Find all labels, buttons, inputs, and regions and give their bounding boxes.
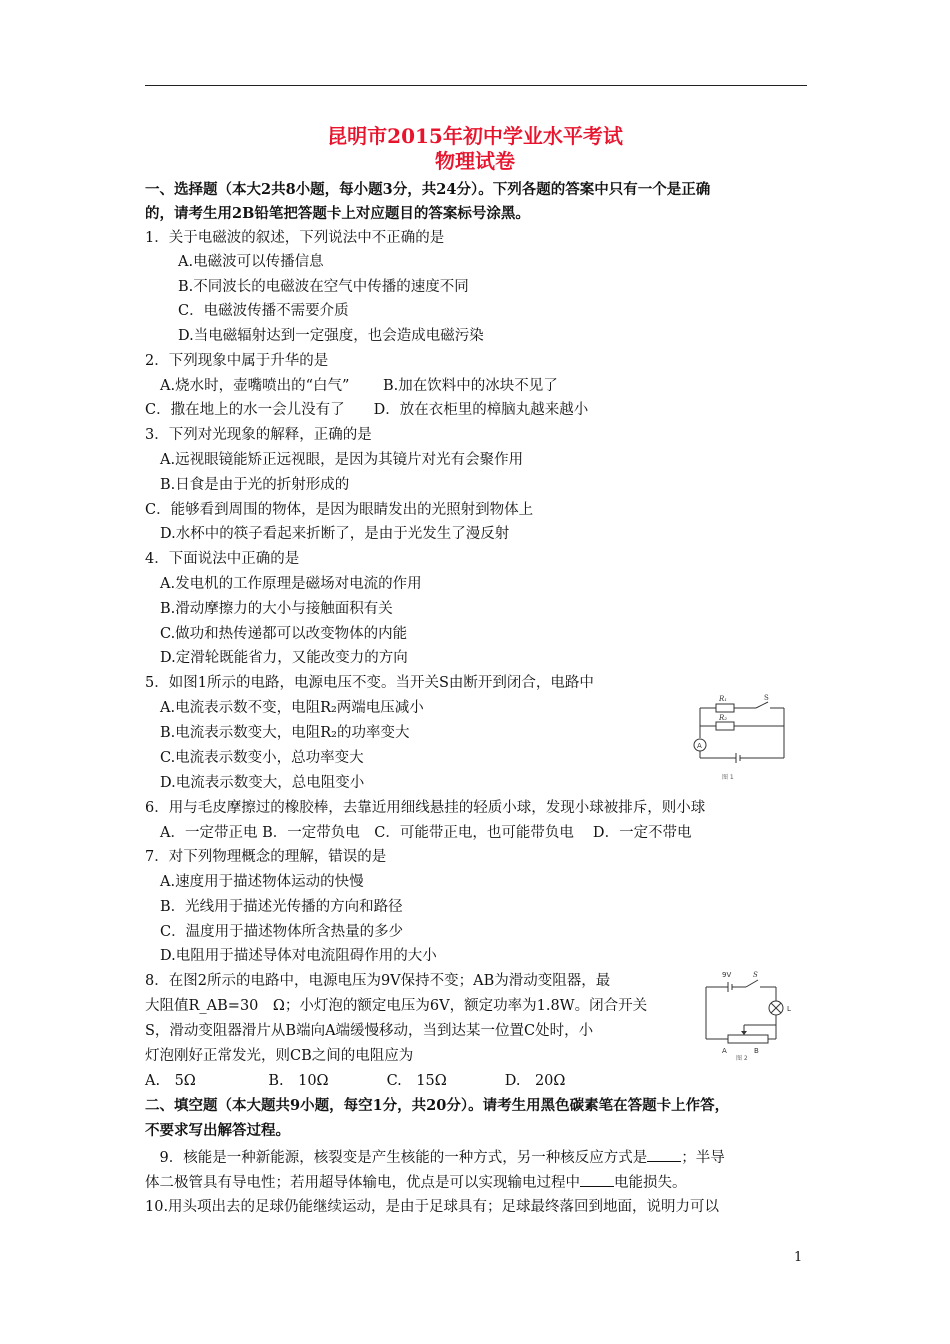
q3-option-c: C．能够看到周围的物体，是因为眼睛发出的光照射到物体上	[145, 502, 534, 518]
exam-title: 昆明市2015年初中学业水平考试	[327, 124, 623, 148]
q1-option-c: C．电磁波传播不需要介质	[178, 303, 349, 319]
q8-line4: 灯泡刚好正常发光，则CB之间的电阻应为	[145, 1048, 414, 1064]
fig2-b-label: B	[754, 1047, 759, 1055]
q8-line2: 大阻值R_AB=30 Ω；小灯泡的额定电压为6V，额定功率为1.8W。闭合开关	[145, 998, 648, 1014]
page-number: 1	[794, 1250, 803, 1265]
fig2-a-label: A	[722, 1047, 727, 1055]
fig1-r1-label: R₁	[719, 695, 728, 703]
q3-option-d: D.水杯中的筷子看起来折断了，是由于光发生了漫反射	[160, 526, 510, 542]
q6-stem: 6．用与毛皮摩擦过的橡胶棒，去靠近用细线悬挂的轻质小球，发现小球被排斥，则小球	[145, 800, 706, 816]
fig1-r2-label: R₂	[719, 714, 728, 722]
fig2-caption: 图 2	[736, 1055, 748, 1062]
q7-option-d: D.电阻用于描述导体对电流阻碍作用的大小	[160, 948, 437, 964]
figure-2-circuit	[698, 965, 804, 1063]
q1-option-a: A.电磁波可以传播信息	[178, 254, 324, 270]
q7-option-c: C．温度用于描述物体所含热量的多少	[160, 924, 404, 940]
q9-line1-text-b: ；半导	[681, 1150, 725, 1166]
q5-stem: 5．如图1所示的电路，电源电压不变。当开关S由断开到闭合，电路中	[145, 675, 594, 691]
q7-option-a: A.速度用于描述物体运动的快慢	[160, 874, 364, 890]
fig1-switch-label: S	[764, 694, 769, 702]
q4-option-d: D.定滑轮既能省力，又能改变力的方向	[160, 650, 408, 666]
q3-stem: 3．下列对光现象的解释，正确的是	[145, 427, 372, 443]
q2-options-ab: A.烧水时，壶嘴喷出的“白气” B.加在饮料中的冰块不见了	[160, 378, 558, 394]
q5-option-a: A.电流表示数不变，电阻R₂两端电压减小	[160, 700, 424, 716]
header-rule	[145, 85, 807, 86]
section2-heading-line2: 不要求写出解答过程。	[145, 1122, 290, 1139]
fig2-switch-label: S	[753, 971, 758, 979]
q9-line2-text-b: 电能损失。	[614, 1175, 687, 1191]
q7-option-b: B．光线用于描述光传播的方向和路径	[160, 899, 403, 915]
q5-option-c: C.电流表示数变小，总功率变大	[160, 750, 364, 766]
exam-subtitle: 物理试卷	[435, 149, 515, 173]
q1-stem: 1．关于电磁波的叙述，下列说法中不正确的是	[145, 230, 445, 246]
q7-stem: 7．对下列物理概念的理解，错误的是	[145, 849, 387, 865]
section1-heading-line2: 的，请考生用2B铅笔把答题卡上对应题目的答案标号涂黑。	[145, 205, 530, 222]
q5-option-b: B.电流表示数变大，电阻R₂的功率变大	[160, 725, 410, 741]
q8-line3: S，滑动变阻器滑片从B端向A端缓慢移动，当到达某一位置C处时，小	[145, 1023, 594, 1039]
q9-blank-2	[580, 1172, 614, 1187]
q1-option-d: D.当电磁辐射达到一定强度，也会造成电磁污染	[178, 328, 484, 344]
fig1-caption: 图 1	[722, 774, 734, 781]
fig2-voltage-label: 9V	[722, 971, 732, 979]
q4-option-b: B.滑动摩擦力的大小与接触面积有关	[160, 601, 393, 617]
q10-line1: 10.用头项出去的足球仍能继续运动，是由于足球具有；足球最终落回到地面，说明力可以	[145, 1199, 720, 1215]
figure-1-circuit	[688, 692, 798, 784]
q8-options: A. 5Ω B. 10Ω C. 15Ω D. 20Ω	[145, 1073, 566, 1089]
q2-stem: 2．下列现象中属于升华的是	[145, 353, 329, 369]
q4-stem: 4．下面说法中正确的是	[145, 551, 300, 567]
fig2-lamp-label: L	[787, 1005, 791, 1013]
q9-blank-1	[647, 1147, 681, 1162]
q4-option-a: A.发电机的工作原理是磁场对电流的作用	[160, 576, 422, 592]
q9-line2	[145, 1172, 687, 1193]
q3-option-b: B.日食是由于光的折射形成的	[160, 477, 350, 493]
fig1-ammeter-label: A	[697, 742, 702, 750]
q8-line1: 8．在图2所示的电路中，电源电压为9V保持不变；AB为滑动变阻器，最	[145, 973, 611, 989]
q2-options-cd: C．撒在地上的水一会儿没有了 D．放在衣柜里的樟脑丸越来越小	[145, 402, 589, 418]
q5-option-d: D.电流表示数变大，总电阻变小	[160, 775, 365, 791]
q3-option-a: A.远视眼镜能矫正远视眼，是因为其镜片对光有会聚作用	[160, 452, 524, 468]
section2-heading-line1: 二、填空题（本大题共9小题，每空1分，共20分）。请考生用黑色碳素笔在答题卡上作答，	[145, 1097, 730, 1114]
q6-options: A．一定带正电 B．一定带负电 C．可能带正电，也可能带负电 D．一定不带电	[160, 825, 692, 841]
q1-option-b: B.不同波长的电磁波在空气中传播的速度不同	[178, 279, 469, 295]
q9-line2-text-a: 体二极管具有导电性；若用超导体输电，优点是可以实现输电过程中	[145, 1175, 580, 1191]
q9-line1	[145, 1147, 725, 1168]
q9-line1-text-a: 9．核能是一种新能源，核裂变是产生核能的一种方式，另一种核反应方式是	[145, 1150, 648, 1166]
section1-heading-line1: 一、选择题（本大2共8小题，每小题3分，共24分）。下列各题的答案中只有一个是正确	[145, 181, 711, 198]
q4-option-c: C.做功和热传递都可以改变物体的内能	[160, 626, 408, 642]
